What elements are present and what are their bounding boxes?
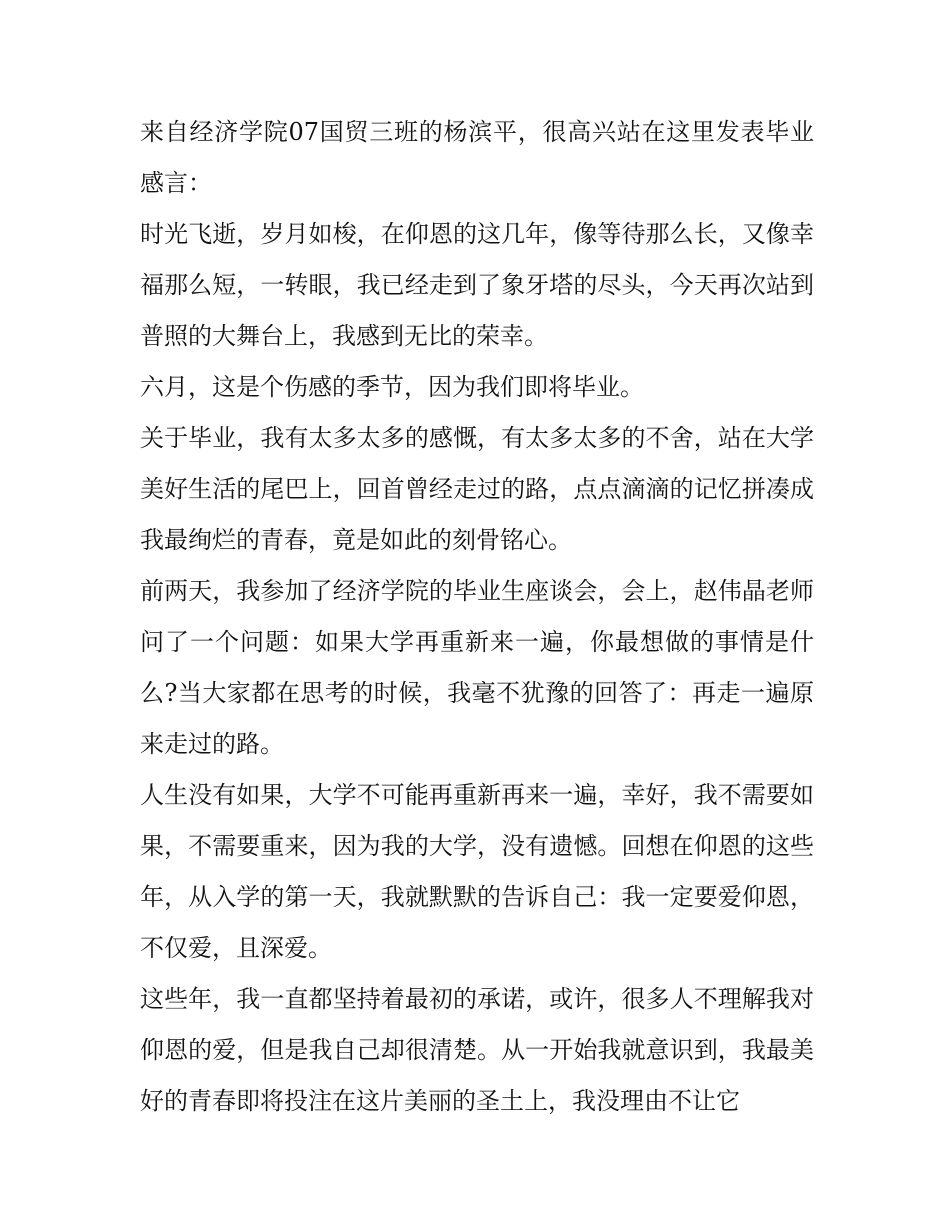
- paragraph-2: 时光飞逝，岁月如梭，在仰恩的这几年，像等待那么长，又像幸福那么短，一转眼，我已经走到了象牙塔的尽头，今天再次站到普照的大舞台上，我感到无比的荣幸。: [140, 220, 814, 350]
- document-body: [140, 107, 814, 1127]
- paragraph-6: 人生没有如果，大学不可能再重新再来一遍，幸好，我不需要如果，不需要重来，因为我的大学，没有遗憾。回想在仰恩的这些年，从入学的第一天，我就默默的告诉自己：我一定要爱仰恩，不仅爱，且深爱。: [140, 781, 814, 962]
- paragraph-3: 六月，这是个伤感的季节，因为我们即将毕业。: [140, 373, 644, 401]
- paragraph-1: 来自经济学院07国贸三班的杨滨平，很高兴站在这里发表毕业感言：: [140, 118, 814, 197]
- paragraph-4: 关于毕业，我有太多太多的感慨，有太多太多的不舍，站在大学美好生活的尾巴上，回首曾经走过的路，点点滴滴的记忆拼凑成我最绚烂的青春，竟是如此的刻骨铭心。: [140, 424, 814, 554]
- paragraph-7: 这些年，我一直都坚持着最初的承诺，或许，很多人不理解我对仰恩的爱，但是我自己却很清楚。从一开始我就意识到，我最美好的青春即将投注在这片美丽的圣土上，我没理由不让它: [140, 985, 814, 1115]
- paragraph-5: 前两天，我参加了经济学院的毕业生座谈会，会上，赵伟晶老师问了一个问题：如果大学再重新来一遍，你最想做的事情是什么?当大家都在思考的时候，我毫不犹豫的回答了：再走一遍原来走过的路。: [140, 577, 814, 758]
